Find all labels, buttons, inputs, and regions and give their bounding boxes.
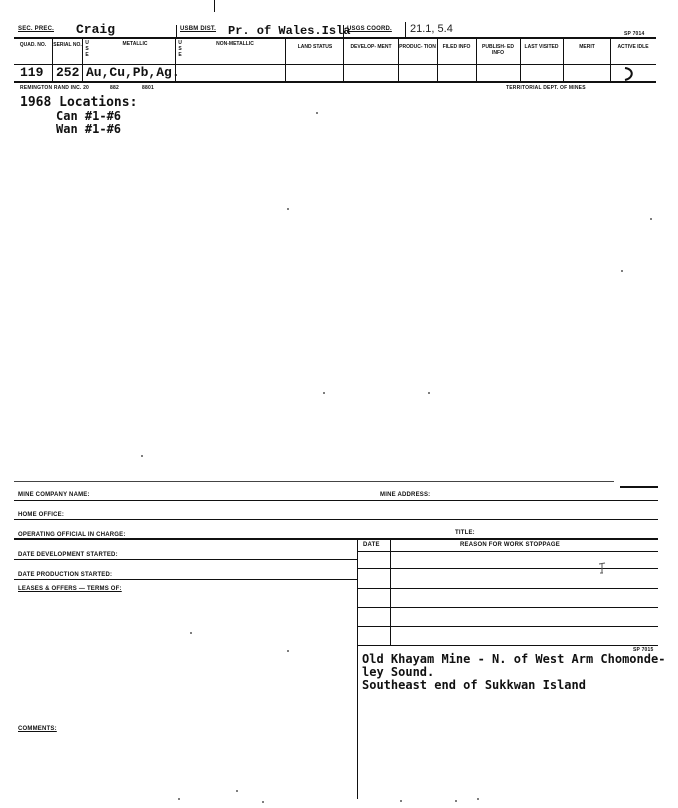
rule — [14, 538, 658, 540]
form-number: SP 7014 — [624, 31, 645, 37]
speck — [262, 801, 264, 803]
header-divider — [176, 25, 177, 37]
cell-quad: 119 — [20, 65, 44, 80]
col-use-2: U S E — [178, 40, 182, 58]
col-last-visited: LAST VISITED — [524, 44, 559, 50]
home-office-label: HOME OFFICE: — [18, 512, 65, 518]
mine-company-name-label: MINE COMPANY NAME: — [18, 492, 90, 498]
speck — [650, 218, 652, 220]
cell-serial: 252 — [56, 65, 80, 80]
card-edge — [620, 486, 658, 488]
table-left-border — [357, 539, 358, 799]
col-land-status: LAND STATUS — [297, 44, 333, 50]
speck — [178, 798, 180, 800]
reason-column-header: REASON FOR WORK STOPPAGE — [460, 542, 560, 548]
mine-address-label: MINE ADDRESS: — [380, 492, 431, 498]
pencil-mark — [597, 561, 607, 578]
col-use: U S E — [85, 40, 89, 58]
col-metallic: METALLIC — [122, 41, 148, 47]
printer-code-2: 8801 — [142, 85, 154, 91]
col-divider — [610, 38, 611, 82]
col-quad-no: QUAD. NO. — [19, 42, 47, 48]
operating-official-label: OPERATING OFFICIAL IN CHARGE: — [18, 532, 126, 538]
card-edge — [14, 481, 614, 482]
speck — [141, 455, 143, 457]
rule — [14, 500, 658, 501]
usbm-dist-value: Pr. of Wales.Isla — [228, 24, 351, 38]
speck — [316, 112, 318, 114]
speck — [190, 632, 192, 634]
speck — [455, 800, 457, 802]
speck — [477, 798, 479, 800]
rule — [14, 559, 357, 560]
active-idle-mark — [622, 66, 640, 85]
usgs-coord-label: USGS COORD. — [347, 26, 392, 32]
title-label: TITLE: — [455, 530, 475, 536]
col-development: DEVELOP- MENT — [350, 44, 392, 50]
rule — [14, 81, 656, 83]
col-active-idle: ACTIVE IDLE — [617, 44, 649, 50]
description-line-3: Southeast end of Sukkwan Island — [362, 678, 586, 692]
table-row-line — [357, 607, 658, 608]
col-divider — [82, 38, 83, 82]
description-line-2: ley Sound. — [362, 665, 435, 679]
col-serial-no: SERIAL NO. — [53, 42, 82, 48]
date-production-started-label: DATE PRODUCTION STARTED: — [18, 572, 113, 578]
table-row-line — [357, 588, 658, 589]
description-line-1: Old Khayam Mine - N. of West Arm Chomonde- — [362, 652, 666, 666]
col-published-info: PUBLISH- ED INFO — [482, 44, 514, 56]
department-name: TERRITORIAL DEPT. OF MINES — [506, 85, 586, 91]
speck — [323, 392, 325, 394]
speck — [428, 392, 430, 394]
notes-line-3: Wan #1-#6 — [56, 122, 122, 136]
col-divider — [343, 38, 344, 82]
table-row-line — [357, 626, 658, 627]
speck — [400, 800, 402, 802]
table-row-line — [357, 645, 658, 646]
col-filed-info: FILED INFO — [442, 44, 471, 50]
back-form-number: SP 7015 — [633, 647, 654, 653]
date-development-started-label: DATE DEVELOPMENT STARTED: — [18, 552, 118, 558]
speck — [287, 650, 289, 652]
date-column-divider — [390, 539, 391, 645]
speck — [236, 790, 238, 792]
usbm-dist-label: USBM DIST. — [180, 26, 217, 32]
rule — [14, 519, 658, 520]
col-divider — [285, 38, 286, 82]
rule — [14, 37, 656, 39]
leases-offers-label: LEASES & OFFERS — TERMS OF: — [18, 586, 122, 592]
col-production: PRODUC- TION — [399, 44, 436, 50]
speck — [287, 208, 289, 210]
printer-code-1: 882 — [110, 85, 119, 91]
date-column-header: DATE — [363, 542, 380, 548]
header-divider — [343, 25, 344, 37]
col-merit: MERIT — [579, 44, 595, 50]
sec-prec-label: SEC. PREC. — [18, 26, 55, 32]
col-non-metallic: NON-METALLIC — [216, 41, 254, 47]
comments-label: COMMENTS: — [18, 726, 57, 732]
col-divider — [563, 38, 564, 82]
notes-line-2: Can #1-#6 — [56, 109, 122, 123]
rule — [14, 579, 357, 580]
cell-metallic: Au,Cu,Pb,Ag. — [86, 65, 180, 80]
notes-line-1: 1968 Locations: — [20, 95, 138, 110]
printer-imprint: REMINGTON RAND INC. 20 — [20, 85, 90, 91]
table-row-line — [357, 551, 658, 552]
speck — [621, 270, 623, 272]
header-divider — [405, 22, 406, 37]
usgs-coord-value: 21.1, 5.4 — [410, 23, 453, 35]
sec-prec-value: Craig — [76, 22, 116, 37]
table-row-line — [357, 568, 658, 569]
registration-mark — [214, 0, 215, 12]
